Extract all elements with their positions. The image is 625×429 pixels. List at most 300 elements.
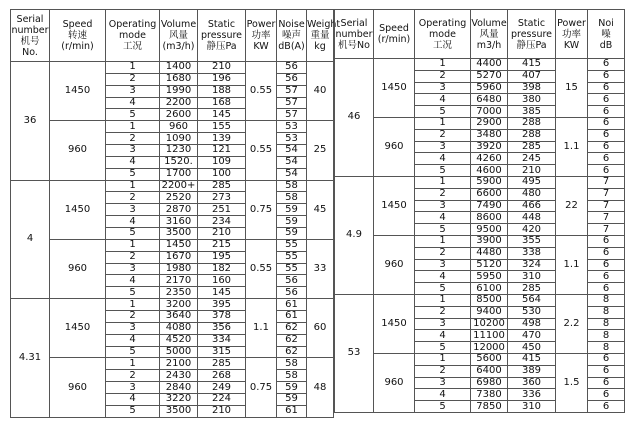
header-unit-text: (r/min) xyxy=(377,34,411,45)
volume-cell: 8500 xyxy=(471,294,508,306)
noise-cell: 6 xyxy=(588,129,625,141)
static-pressure-cell: 273 xyxy=(198,192,246,204)
operating-mode-cell: 4 xyxy=(106,334,160,346)
table-row xyxy=(335,235,625,247)
operating-mode-cell: 4 xyxy=(415,212,471,224)
noise-cell: 6 xyxy=(588,353,625,365)
volume-cell: 1670 xyxy=(160,251,198,263)
header-en-text: Volume xyxy=(160,19,197,30)
static-pressure-cell: 415 xyxy=(508,59,556,71)
weight-cell: 25 xyxy=(307,121,334,180)
noise-cell: 6 xyxy=(588,365,625,377)
column-header xyxy=(246,10,277,62)
volume-cell: 1520. xyxy=(160,156,198,168)
volume-cell: 960 xyxy=(160,121,198,133)
table-row xyxy=(335,117,625,129)
noise-cell: 58 xyxy=(277,370,307,382)
table-row xyxy=(335,176,625,188)
header-en-text: Speed xyxy=(379,23,409,34)
static-pressure-cell: 100 xyxy=(198,168,246,180)
static-pressure-cell: 334 xyxy=(198,334,246,346)
noise-cell: 6 xyxy=(588,82,625,94)
operating-mode-cell: 3 xyxy=(415,82,471,94)
static-pressure-cell: 155 xyxy=(198,121,246,133)
static-pressure-cell: 288 xyxy=(508,129,556,141)
static-pressure-cell: 195 xyxy=(198,251,246,263)
static-pressure-cell: 498 xyxy=(508,318,556,330)
static-pressure-cell: 285 xyxy=(198,180,246,192)
noise-cell: 54 xyxy=(277,145,307,157)
noise-cell: 6 xyxy=(588,153,625,165)
operating-mode-cell: 5 xyxy=(415,106,471,118)
static-pressure-cell: 210 xyxy=(198,228,246,240)
operating-mode-cell: 4 xyxy=(106,394,160,406)
static-pressure-cell: 121 xyxy=(198,145,246,157)
static-pressure-cell: 234 xyxy=(198,216,246,228)
serial-number-cell: 36 xyxy=(11,62,50,181)
header-en-text: Weight xyxy=(307,19,341,30)
operating-mode-cell: 2 xyxy=(415,365,471,377)
static-pressure-cell: 360 xyxy=(508,377,556,389)
static-pressure-cell: 245 xyxy=(508,153,556,165)
operating-mode-cell: 3 xyxy=(415,141,471,153)
static-pressure-cell: 407 xyxy=(508,70,556,82)
operating-mode-cell: 1 xyxy=(415,235,471,247)
operating-mode-cell: 1 xyxy=(106,358,160,370)
serial-number-cell: 4.9 xyxy=(335,176,374,294)
operating-mode-cell: 2 xyxy=(106,251,160,263)
table-body xyxy=(335,59,625,413)
operating-mode-cell: 5 xyxy=(415,342,471,354)
header-unit-text: dB(A) xyxy=(278,41,305,52)
noise-cell: 56 xyxy=(277,73,307,85)
operating-mode-cell: 4 xyxy=(415,330,471,342)
noise-cell: 59 xyxy=(277,382,307,394)
header-en-text: Operating xyxy=(108,19,157,30)
volume-cell: 1700 xyxy=(160,168,198,180)
volume-cell: 9400 xyxy=(471,306,508,318)
noise-cell: 7 xyxy=(588,188,625,200)
volume-cell: 4480 xyxy=(471,247,508,259)
operating-mode-cell: 4 xyxy=(415,153,471,165)
table-header xyxy=(335,10,625,59)
volume-cell: 2430 xyxy=(160,370,198,382)
noise-cell: 58 xyxy=(277,192,307,204)
header-en-text: Volume xyxy=(471,17,507,29)
header-zh-text: 工况 xyxy=(432,39,452,51)
volume-cell: 2840 xyxy=(160,382,198,394)
volume-cell: 4400 xyxy=(471,59,508,71)
volume-cell: 4260 xyxy=(471,153,508,165)
operating-mode-cell: 5 xyxy=(106,109,160,121)
operating-mode-cell: 2 xyxy=(106,73,160,85)
header-zh-text: 噪 xyxy=(601,28,611,40)
static-pressure-cell: 395 xyxy=(198,299,246,311)
noise-cell: 6 xyxy=(588,70,625,82)
operating-mode-cell: 1 xyxy=(415,353,471,365)
static-pressure-cell: 480 xyxy=(508,188,556,200)
operating-mode-cell: 2 xyxy=(415,70,471,82)
operating-mode-cell: 1 xyxy=(415,176,471,188)
table-row xyxy=(11,299,334,311)
header-unit-text: dB xyxy=(599,39,613,51)
power-cell: 0.75 xyxy=(246,180,277,239)
static-pressure-cell: 215 xyxy=(198,239,246,251)
static-pressure-cell: 224 xyxy=(198,394,246,406)
volume-cell: 2870 xyxy=(160,204,198,216)
operating-mode-cell: 3 xyxy=(415,259,471,271)
static-pressure-cell: 145 xyxy=(198,287,246,299)
volume-cell: 5950 xyxy=(471,271,508,283)
operating-mode-cell: 3 xyxy=(106,382,160,394)
operating-mode-cell: 4 xyxy=(415,94,471,106)
header-en-text: Power xyxy=(246,19,276,30)
noise-cell: 56 xyxy=(277,275,307,287)
volume-cell: 3640 xyxy=(160,311,198,323)
noise-cell: 8 xyxy=(588,294,625,306)
operating-mode-cell: 3 xyxy=(106,263,160,275)
operating-mode-cell: 3 xyxy=(415,318,471,330)
power-cell: 2.2 xyxy=(556,294,588,353)
operating-mode-cell: 5 xyxy=(415,401,471,413)
operating-mode-cell: 4 xyxy=(415,271,471,283)
operating-mode-cell: 5 xyxy=(415,165,471,177)
volume-cell: 3900 xyxy=(471,235,508,247)
volume-cell: 4080 xyxy=(160,322,198,334)
column-header xyxy=(471,10,508,59)
table-row xyxy=(335,59,625,71)
operating-mode-cell: 5 xyxy=(106,168,160,180)
column-header xyxy=(160,10,198,62)
header-en-text: Noise xyxy=(278,19,305,30)
operating-mode-cell: 2 xyxy=(106,370,160,382)
weight-cell: 40 xyxy=(307,62,334,121)
header-en-text: Operating xyxy=(418,17,467,29)
header-unit-text: KW xyxy=(563,39,580,51)
volume-cell: 6600 xyxy=(471,188,508,200)
speed-cell: 960 xyxy=(50,358,106,417)
volume-cell: 2170 xyxy=(160,275,198,287)
noise-cell: 54 xyxy=(277,156,307,168)
weight-cell: 33 xyxy=(307,239,334,298)
volume-cell: 2200+ xyxy=(160,180,198,192)
volume-cell: 3200 xyxy=(160,299,198,311)
power-cell: 15 xyxy=(556,59,588,118)
operating-mode-cell: 1 xyxy=(415,294,471,306)
serial-number-cell: 4 xyxy=(11,180,50,299)
header-unit-text: KW xyxy=(253,41,269,52)
fan-spec-table-left xyxy=(10,9,341,418)
volume-cell: 1230 xyxy=(160,145,198,157)
operating-mode-cell: 4 xyxy=(415,389,471,401)
static-pressure-cell: 466 xyxy=(508,200,556,212)
noise-cell: 59 xyxy=(277,228,307,240)
static-pressure-cell: 210 xyxy=(198,62,246,74)
header-unit-text: No. xyxy=(22,46,38,58)
noise-cell: 7 xyxy=(588,212,625,224)
static-pressure-cell: 564 xyxy=(508,294,556,306)
volume-cell: 2600 xyxy=(160,109,198,121)
operating-mode-cell: 3 xyxy=(415,200,471,212)
noise-cell: 6 xyxy=(588,117,625,129)
operating-mode-cell: 2 xyxy=(106,311,160,323)
static-pressure-cell: 495 xyxy=(508,176,556,188)
noise-cell: 53 xyxy=(277,133,307,145)
static-pressure-cell: 188 xyxy=(198,85,246,97)
column-header xyxy=(335,10,374,59)
table-row xyxy=(335,294,625,306)
volume-cell: 6480 xyxy=(471,94,508,106)
header-zh-text: 机号 xyxy=(20,35,40,47)
volume-cell: 5900 xyxy=(471,176,508,188)
header-en-text: mode xyxy=(429,28,456,40)
noise-cell: 6 xyxy=(588,259,625,271)
static-pressure-cell: 210 xyxy=(508,165,556,177)
table-body xyxy=(11,62,334,418)
power-cell: 1.5 xyxy=(556,353,588,412)
noise-cell: 8 xyxy=(588,306,625,318)
header-en-text: Serial xyxy=(340,17,368,29)
table-row xyxy=(11,358,334,370)
static-pressure-cell: 285 xyxy=(508,283,556,295)
header-en-text: Noi xyxy=(598,17,614,29)
static-pressure-cell: 196 xyxy=(198,73,246,85)
static-pressure-cell: 356 xyxy=(198,322,246,334)
header-en-text: mode xyxy=(119,30,146,41)
volume-cell: 2900 xyxy=(471,117,508,129)
header-zh-text: 转速 xyxy=(67,30,87,41)
column-header xyxy=(307,10,341,62)
header-en-text: Speed xyxy=(62,19,93,30)
static-pressure-cell: 380 xyxy=(508,94,556,106)
static-pressure-cell: 338 xyxy=(508,247,556,259)
header-zh-text: 重量kg xyxy=(310,30,330,52)
noise-cell: 6 xyxy=(588,247,625,259)
header-zh-text: 噪声 xyxy=(281,30,301,41)
weight-cell: 48 xyxy=(307,358,334,417)
volume-cell: 3920 xyxy=(471,141,508,153)
noise-cell: 61 xyxy=(277,405,307,417)
operating-mode-cell: 5 xyxy=(415,283,471,295)
operating-mode-cell: 2 xyxy=(415,188,471,200)
volume-cell: 11100 xyxy=(471,330,508,342)
operating-mode-cell: 3 xyxy=(106,145,160,157)
volume-cell: 10200 xyxy=(471,318,508,330)
static-pressure-cell: 109 xyxy=(198,156,246,168)
fan-spec-table-right xyxy=(334,9,625,413)
static-pressure-cell: 378 xyxy=(198,311,246,323)
speed-cell: 960 xyxy=(374,235,415,294)
noise-cell: 8 xyxy=(588,330,625,342)
operating-mode-cell: 1 xyxy=(415,117,471,129)
volume-cell: 5600 xyxy=(471,353,508,365)
table-row xyxy=(11,180,334,192)
column-header xyxy=(556,10,588,59)
volume-cell: 9500 xyxy=(471,224,508,236)
header-unit-text: (m3/h) xyxy=(162,41,195,52)
operating-mode-cell: 4 xyxy=(106,275,160,287)
noise-cell: 7 xyxy=(588,224,625,236)
noise-cell: 55 xyxy=(277,263,307,275)
header-unit-text: m3/h xyxy=(476,39,502,51)
header-zh-text: 机号No xyxy=(338,39,370,51)
noise-cell: 56 xyxy=(277,62,307,74)
noise-cell: 6 xyxy=(588,271,625,283)
serial-number-cell: 53 xyxy=(335,294,374,412)
volume-cell: 2520 xyxy=(160,192,198,204)
operating-mode-cell: 2 xyxy=(415,129,471,141)
static-pressure-cell: 268 xyxy=(198,370,246,382)
operating-mode-cell: 1 xyxy=(106,62,160,74)
static-pressure-cell: 145 xyxy=(198,109,246,121)
header-zh-text: 静压Pa xyxy=(516,39,547,51)
static-pressure-cell: 389 xyxy=(508,365,556,377)
operating-mode-cell: 3 xyxy=(106,85,160,97)
operating-mode-cell: 5 xyxy=(415,224,471,236)
noise-cell: 8 xyxy=(588,342,625,354)
static-pressure-cell: 285 xyxy=(198,358,246,370)
column-header xyxy=(588,10,625,59)
noise-cell: 61 xyxy=(277,299,307,311)
volume-cell: 3160 xyxy=(160,216,198,228)
operating-mode-cell: 3 xyxy=(106,204,160,216)
operating-mode-cell: 4 xyxy=(106,156,160,168)
noise-cell: 58 xyxy=(277,180,307,192)
noise-cell: 6 xyxy=(588,165,625,177)
noise-cell: 7 xyxy=(588,200,625,212)
header-unit-text: (r/min) xyxy=(61,41,94,52)
header-zh-text: 风量 xyxy=(479,28,499,40)
static-pressure-cell: 448 xyxy=(508,212,556,224)
speed-cell: 960 xyxy=(374,353,415,412)
header-en-text: Static xyxy=(207,19,236,30)
speed-cell: 1450 xyxy=(374,294,415,353)
volume-cell: 7490 xyxy=(471,200,508,212)
volume-cell: 1450 xyxy=(160,239,198,251)
operating-mode-cell: 4 xyxy=(106,97,160,109)
noise-cell: 62 xyxy=(277,334,307,346)
noise-cell: 7 xyxy=(588,176,625,188)
static-pressure-cell: 324 xyxy=(508,259,556,271)
volume-cell: 5000 xyxy=(160,346,198,358)
noise-cell: 59 xyxy=(277,204,307,216)
column-header xyxy=(106,10,160,62)
operating-mode-cell: 1 xyxy=(106,239,160,251)
static-pressure-cell: 450 xyxy=(508,342,556,354)
noise-cell: 57 xyxy=(277,97,307,109)
noise-cell: 8 xyxy=(588,318,625,330)
volume-cell: 5270 xyxy=(471,70,508,82)
noise-cell: 6 xyxy=(588,59,625,71)
volume-cell: 4520 xyxy=(160,334,198,346)
volume-cell: 1090 xyxy=(160,133,198,145)
volume-cell: 2350 xyxy=(160,287,198,299)
header-zh-text: 功率 xyxy=(251,30,271,41)
operating-mode-cell: 4 xyxy=(106,216,160,228)
volume-cell: 4600 xyxy=(471,165,508,177)
static-pressure-cell: 182 xyxy=(198,263,246,275)
noise-cell: 6 xyxy=(588,94,625,106)
volume-cell: 6100 xyxy=(471,283,508,295)
static-pressure-cell: 249 xyxy=(198,382,246,394)
column-header xyxy=(415,10,471,59)
serial-number-cell: 46 xyxy=(335,59,374,177)
noise-cell: 62 xyxy=(277,346,307,358)
noise-cell: 55 xyxy=(277,239,307,251)
noise-cell: 6 xyxy=(588,401,625,413)
volume-cell: 3500 xyxy=(160,405,198,417)
noise-cell: 6 xyxy=(588,283,625,295)
volume-cell: 7380 xyxy=(471,389,508,401)
static-pressure-cell: 288 xyxy=(508,117,556,129)
speed-cell: 960 xyxy=(374,117,415,176)
static-pressure-cell: 355 xyxy=(508,235,556,247)
static-pressure-cell: 420 xyxy=(508,224,556,236)
volume-cell: 7000 xyxy=(471,106,508,118)
speed-cell: 1450 xyxy=(374,176,415,235)
volume-cell: 6980 xyxy=(471,377,508,389)
noise-cell: 56 xyxy=(277,287,307,299)
static-pressure-cell: 210 xyxy=(198,405,246,417)
speed-cell: 1450 xyxy=(50,180,106,239)
table-row xyxy=(335,353,625,365)
volume-cell: 1990 xyxy=(160,85,198,97)
static-pressure-cell: 530 xyxy=(508,306,556,318)
volume-cell: 8600 xyxy=(471,212,508,224)
noise-cell: 57 xyxy=(277,109,307,121)
speed-cell: 960 xyxy=(50,121,106,180)
noise-cell: 6 xyxy=(588,235,625,247)
noise-cell: 59 xyxy=(277,216,307,228)
volume-cell: 6400 xyxy=(471,365,508,377)
static-pressure-cell: 470 xyxy=(508,330,556,342)
volume-cell: 1400 xyxy=(160,62,198,74)
power-cell: 1.1 xyxy=(246,299,277,358)
operating-mode-cell: 5 xyxy=(106,405,160,417)
static-pressure-cell: 310 xyxy=(508,271,556,283)
noise-cell: 62 xyxy=(277,322,307,334)
static-pressure-cell: 310 xyxy=(508,401,556,413)
volume-cell: 2200 xyxy=(160,97,198,109)
operating-mode-cell: 1 xyxy=(106,299,160,311)
volume-cell: 5120 xyxy=(471,259,508,271)
header-zh-text: 功率 xyxy=(561,28,581,40)
operating-mode-cell: 2 xyxy=(415,247,471,259)
operating-mode-cell: 1 xyxy=(106,180,160,192)
volume-cell: 5960 xyxy=(471,82,508,94)
power-cell: 0.55 xyxy=(246,121,277,180)
noise-cell: 53 xyxy=(277,121,307,133)
noise-cell: 61 xyxy=(277,311,307,323)
volume-cell: 7850 xyxy=(471,401,508,413)
operating-mode-cell: 1 xyxy=(415,59,471,71)
weight-cell: 45 xyxy=(307,180,334,239)
operating-mode-cell: 5 xyxy=(106,228,160,240)
power-cell: 0.75 xyxy=(246,358,277,417)
operating-mode-cell: 2 xyxy=(106,133,160,145)
power-cell: 1.1 xyxy=(556,235,588,294)
noise-cell: 6 xyxy=(588,389,625,401)
static-pressure-cell: 139 xyxy=(198,133,246,145)
operating-mode-cell: 5 xyxy=(106,346,160,358)
speed-cell: 1450 xyxy=(374,59,415,118)
volume-cell: 3500 xyxy=(160,228,198,240)
table-row xyxy=(11,62,334,74)
speed-cell: 960 xyxy=(50,239,106,298)
serial-number-cell: 4.31 xyxy=(11,299,50,418)
noise-cell: 6 xyxy=(588,106,625,118)
volume-cell: 3220 xyxy=(160,394,198,406)
